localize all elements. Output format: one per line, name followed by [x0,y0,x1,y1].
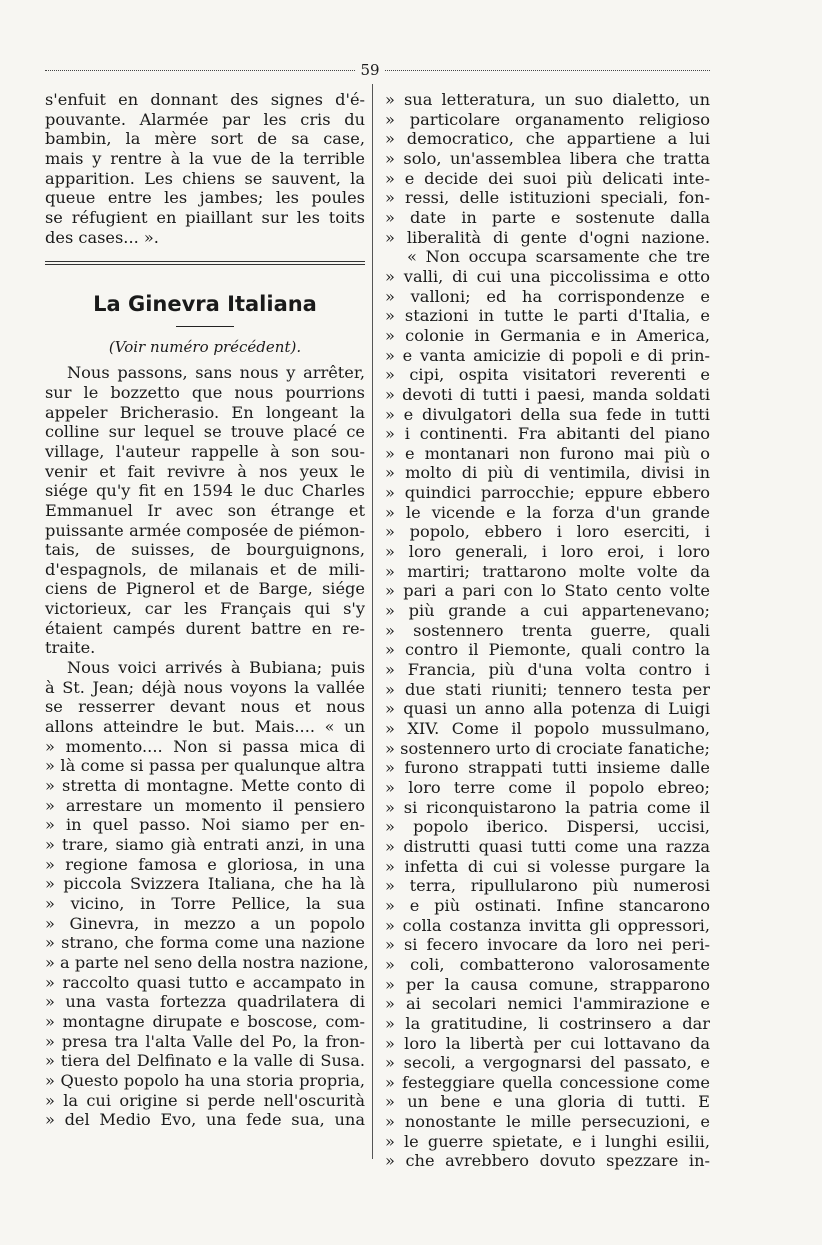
text-line: » momento.... Non si passa mica di [45,736,365,756]
text-line: » arrestare un momento il pensiero [45,795,365,815]
text-line: » colonie in Germania e in America, [385,325,710,345]
text-line: allons atteindre le but. Mais.... « un [45,717,365,737]
text-line: » secoli, a vergognarsi del passato, e [385,1053,710,1073]
text-line: » i continenti. Fra abitanti del piano [385,424,710,444]
text-line: » là come si passa per qualunque altra [45,756,365,776]
text-line: » democratico, che appartiene a lui [385,129,710,149]
text-line: » tiera del Delfinato e la valle di Susa. [45,1051,365,1071]
text-line: » in quel passo. Noi siamo per en- [45,815,365,835]
text-line: » terra, ripullularono più numerosi [385,876,710,896]
text-line: » liberalità di gente d'ogni nazione. [385,227,710,247]
text-line: Nous passons, sans nous y arrêter, [67,363,365,383]
text-line: sur le bozzetto que nous pourrions [45,382,365,402]
text-line: » del Medio Evo, una fede sua, una [45,1110,365,1130]
text-line: » quasi un anno alla potenza di Luigi [385,699,710,719]
text-line: » che avrebbero dovuto spezzare in- [385,1151,710,1171]
text-line: » particolare organamento religioso [385,109,710,129]
text-line: » loro terre come il popolo ebreo; [385,777,710,797]
text-line: » un bene e una gloria di tutti. E [385,1092,710,1112]
text-line: apparition. Les chiens se sauvent, la [45,168,365,188]
text-line: » solo, un'assemblea libera che tratta [385,148,710,168]
text-line: Nous voici arrivés à Bubiana; puis [67,658,365,678]
text-line: » furono strappati tutti insieme dalle [385,758,710,778]
text-line: » popolo iberico. Dispersi, uccisi, [385,817,710,837]
text-line: » si riconquistarono la patria come il [385,797,710,817]
text-line: » una vasta fortezza quadrilatera di [45,992,365,1012]
text-line: » martiri; trattarono molte volte da [385,561,710,581]
text-line: » si fecero invocare da loro nei peri- [385,935,710,955]
text-line: se réfugient en piaillant sur les toits [45,207,365,227]
quote-paragraph-1 [385,90,710,247]
text-line: » stretta di montagne. Mette conto di [45,776,365,796]
text-line: » Questo popolo ha una storia propria, [45,1070,365,1090]
text-line: puissante armée composée de piémon- [45,520,365,540]
text-line: » presa tra l'alta Valle del Po, la fron- [45,1031,365,1051]
text-line: » sostennero trenta guerre, quali [385,620,710,640]
text-line: » le vicende e la forza d'un grande [385,502,710,522]
text-line: se resserrer devant nous et nous [45,697,365,717]
text-line: siége qu'y fit en 1594 le duc Charles [45,481,365,501]
text-line: » coli, combatterono valorosamente [385,954,710,974]
intro-paragraph [45,90,365,247]
page-number: 59 [360,61,380,79]
text-line: » strano, che forma come una nazione [45,933,365,953]
text-line: » cipi, ospita visitatori reverenti e [385,365,710,385]
text-line: » valloni; ed ha corrispondenze e [385,286,710,306]
text-line: » loro generali, i loro eroi, i loro [385,542,710,562]
section-separator [45,261,365,265]
text-line: » molto di più di ventimila, divisi in [385,463,710,483]
text-line: » festeggiare quella concessione come [385,1072,710,1092]
text-line: » per la causa comune, strapparono [385,974,710,994]
text-line: » popolo, ebbero i loro eserciti, i [385,522,710,542]
text-line: » trare, siamo già entrati anzi, in una [45,835,365,854]
text-line: » e più ostinati. Infine stancarono [385,895,710,915]
text-line: » Ginevra, in mezzo a un popolo [45,913,365,933]
text-line: » nonostante le mille persecuzioni, e [385,1112,710,1132]
text-line: » la gratitudine, li costrinsero a dar [385,1013,710,1033]
text-line: » date in parte e sostenute dalla [385,207,710,227]
text-line: » distrutti quasi tutti come una razza [385,836,710,856]
text-line: s'enfuit en donnant des signes d'é- [45,90,365,109]
text-line: Emmanuel Ir avec son étrange et [45,500,365,520]
continuation-note: (Voir numéro précédent). [108,338,302,357]
article-paragraph-2 [45,658,369,1130]
text-line: des cases... ». [45,227,159,247]
text-line: appeler Bricherasio. En longeant la [45,402,365,422]
text-line: colline sur lequel se trouve placé ce [45,422,365,442]
quote-paragraph-2 [385,247,710,1171]
right-column [385,90,710,1171]
text-line: mais y rentre à la vue de la terrible [45,148,365,168]
title-dash [176,326,234,327]
text-line: pouvante. Alarmée par les cris du [45,109,365,129]
text-line: » XIV. Come il popolo mussulmano, [385,719,710,738]
text-line: » vicino, in Torre Pellice, la sua [45,893,365,913]
text-line: » sostennero urto di crociate fanatiche; [385,738,710,758]
text-line: » e divulgatori della sua fede in tutti [385,404,710,424]
text-line: » montagne dirupate e boscose, com- [45,1011,365,1031]
text-line: » valli, di cui una piccolissima e otto [385,266,710,286]
article-title: La Ginevra Italiana [93,292,317,317]
text-line: » e decide dei suoi più delicati inte- [385,168,710,188]
page-header [45,60,710,80]
text-line: bambin, la mère sort de sa case, [45,129,365,149]
text-line: » infetta di cui si volesse purgare la [385,856,710,876]
text-line: » Francia, più d'una volta contro i [385,660,710,680]
article-paragraph-1 [45,363,365,658]
text-line: victorieux, car les Français qui s'y [45,599,365,619]
text-line: venir et fait revivre à nos yeux le [45,461,365,481]
text-line: » regione famosa e gloriosa, in una [45,854,365,874]
left-column [45,90,369,1130]
text-line: » loro la libertà per cui lottavano da [385,1033,710,1053]
text-line: » più grande a cui appartenevano; [385,601,710,621]
text-line: » ressi, delle istituzioni speciali, fon- [385,188,710,208]
text-line: » pari a pari con lo Stato cento volte [385,581,710,601]
text-line: queue entre les jambes; les poules [45,188,365,208]
text-line: village, l'auteur rappelle à son sou- [45,441,365,461]
text-line: » a parte nel seno della nostra nazione, [45,952,369,972]
text-line: » e montanari non furono mai più o [385,443,710,463]
text-line: » due stati riuniti; tennero testa per [385,679,710,699]
text-line: « Non occupa scarsamente che tre [407,247,710,267]
text-line: ciens de Pignerol et de Barge, siége [45,579,365,599]
text-line: d'espagnols, de milanais et de mili- [45,559,365,579]
text-line: » piccola Svizzera Italiana, che ha là [45,874,365,894]
text-line: » devoti di tutti i paesi, manda soldati [385,384,710,404]
text-line: » sua letteratura, un suo dialetto, un [385,90,710,109]
text-line: » stazioni in tutte le parti d'Italia, e [385,306,710,326]
header-rule-right [385,70,710,71]
text-line: » e vanta amicizie di popoli e di prin- [385,345,710,365]
text-line: » raccolto quasi tutto e accampato in [45,972,365,992]
text-line: » quindici parrocchie; eppure ebbero [385,483,710,503]
column-divider [372,84,373,1159]
text-line: » le guerre spietate, e i lunghi esilii, [385,1131,710,1151]
text-line: traite. [45,638,96,658]
text-line: » contro il Piemonte, quali contro la [385,640,710,660]
text-line: » ai secolari nemici l'ammirazione e [385,994,710,1014]
text-line: tais, de suisses, de bourguignons, [45,540,365,560]
text-line: » la cui origine si perde nell'oscurità [45,1090,365,1110]
text-line: » colla costanza invitta gli oppressori, [385,915,710,935]
text-line: étaient campés durent battre en re- [45,618,365,638]
text-line: à St. Jean; déjà nous voyons la vallée [45,677,365,697]
header-rule-left [45,70,355,71]
